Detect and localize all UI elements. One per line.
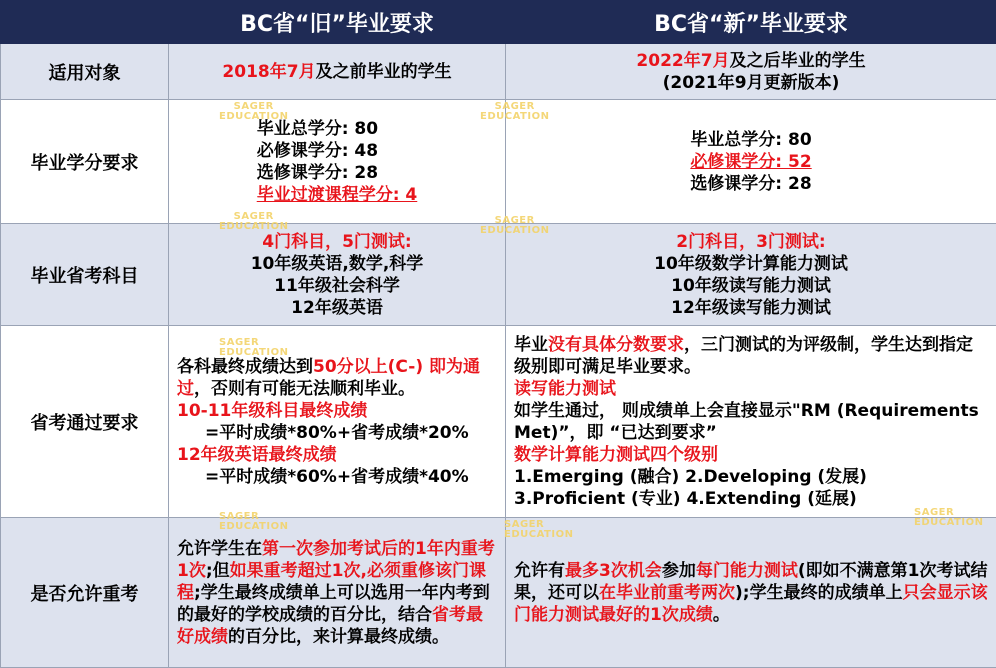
watermark-logo: SAGER EDUCATION	[480, 216, 549, 236]
watermark-logo: SAGER EDUCATION	[219, 102, 288, 122]
old-applicable-cell	[169, 44, 506, 100]
row-label-retake: 是否允许重考	[1, 518, 169, 668]
old-total-credits: 毕业总学分: 80	[257, 118, 418, 140]
new-elective-credits: 选修课学分: 28	[690, 173, 811, 195]
row-credits	[1, 100, 996, 224]
old-pass-formula: =平时成绩*60%+省考成绩*40%	[177, 466, 497, 488]
row-label-applicable: 适用对象	[1, 44, 169, 100]
row-exams	[1, 224, 996, 326]
new-exam-line: 12年级读写能力测试	[506, 297, 996, 319]
old-pass-formula: =平时成绩*80%+省考成绩*20%	[177, 422, 497, 444]
new-pass-heading: 数学计算能力测试四个级别	[514, 444, 988, 466]
old-requirements-header: BC省“旧”毕业要求	[169, 1, 506, 44]
old-retake-cell: SAGER EDUCATION 允许学生在第一次参加考试后的1年内重考1次;但如果重考超过1次,必须重修该门课程;学生最终成绩单上可以选用一年内考到的最好的学校成绩的百分比，结合省考最好成绩的百分比，来计算最终成绩。	[169, 518, 506, 668]
old-exams-cell	[169, 224, 506, 326]
header-row	[1, 1, 996, 44]
watermark-logo: SAGER EDUCATION	[219, 338, 288, 358]
old-elective-credits: 选修课学分: 28	[257, 162, 418, 184]
new-pass-text: 如学生通过， 则成绩单上会直接显示"RM (Requirements Met)”，即 “已达到要求”	[514, 400, 988, 444]
old-pass-cell: SAGER EDUCATION 各科最终成绩达到50分以上(C-) 即为通过，否则有可能无法顺利毕业。 10-11年级科目最终成绩 =平时成绩*80%+省考成绩*20% 12年级英语最终成绩 =平时成绩*60%+省考成绩*40%	[169, 326, 506, 518]
new-exams-heading: 2门科目，3门测试:	[506, 231, 996, 253]
new-level-line: 1.Emerging (融合) 2.Developing (发展)	[514, 466, 988, 488]
watermark-logo: SAGER EDUCATION	[914, 508, 983, 528]
row-label-credits: 毕业学分要求	[1, 100, 169, 224]
row-pass	[1, 326, 996, 518]
row-retake	[1, 518, 996, 668]
new-required-credits: 必修课学分: 52	[690, 151, 811, 173]
new-total-credits: 毕业总学分: 80	[690, 129, 811, 151]
new-retake-cell: SAGER EDUCATION SAGER EDUCATION 允许有最多3次机会参加每门能力测试(即如不满意第1次考试结果，还可以在毕业前重考两次);学生最终的成绩单上只会显示该门能力测试最好的1次成绩。	[506, 518, 996, 668]
watermark-logo: SAGER EDUCATION	[480, 102, 549, 122]
new-version-note: (2021年9月更新版本)	[506, 72, 996, 94]
header-corner	[1, 1, 169, 44]
old-exam-line: 10年级英语,数学,科学	[169, 253, 505, 275]
old-exam-line: 12年级英语	[169, 297, 505, 319]
old-date-highlight: 2018年7月	[222, 62, 315, 82]
new-requirements-header: BC省“新”毕业要求	[506, 1, 996, 44]
watermark-logo: SAGER EDUCATION	[219, 512, 288, 532]
new-level-line: 3.Proficient (专业) 4.Extending (延展)	[514, 488, 988, 510]
watermark-logo: SAGER EDUCATION	[219, 212, 288, 232]
old-transition-credits: 毕业过渡课程学分: 4	[257, 184, 418, 206]
new-exam-line: 10年级数学计算能力测试	[506, 253, 996, 275]
new-pass-cell: 毕业没有具体分数要求，三门测试的为评级制，学生达到指定级别即可满足毕业要求。 读写能力测试 如学生通过， 则成绩单上会直接显示"RM (Requirements Met)”，即 “已达到要求” 数学计算能力测试四个级别 1.Emerging (融合) 2.Developing (发展) 3.Proficient (专业) 4.Extending (延展)	[506, 326, 996, 518]
row-label-pass: 省考通过要求	[1, 326, 169, 518]
old-exam-line: 11年级社会科学	[169, 275, 505, 297]
new-applicable-cell	[506, 44, 996, 100]
new-date-highlight: 2022年7月	[636, 51, 729, 71]
old-required-credits: 必修课学分: 48	[257, 140, 418, 162]
new-exam-line: 10年级读写能力测试	[506, 275, 996, 297]
new-exams-cell	[506, 224, 996, 326]
old-pass-heading: 10-11年级科目最终成绩	[177, 400, 497, 422]
old-pass-heading: 12年级英语最终成绩	[177, 444, 497, 466]
new-credits-cell	[506, 100, 996, 224]
row-applicable	[1, 44, 996, 100]
old-exams-heading: 4门科目，5门测试:	[169, 231, 505, 253]
old-credits-cell	[169, 100, 506, 224]
watermark-logo: SAGER EDUCATION	[504, 520, 573, 540]
old-applicable-text: 及之前毕业的学生	[316, 62, 452, 82]
new-applicable-text: 及之后毕业的学生	[730, 51, 866, 71]
row-label-exams: 毕业省考科目	[1, 224, 169, 326]
new-pass-heading: 读写能力测试	[514, 378, 988, 400]
